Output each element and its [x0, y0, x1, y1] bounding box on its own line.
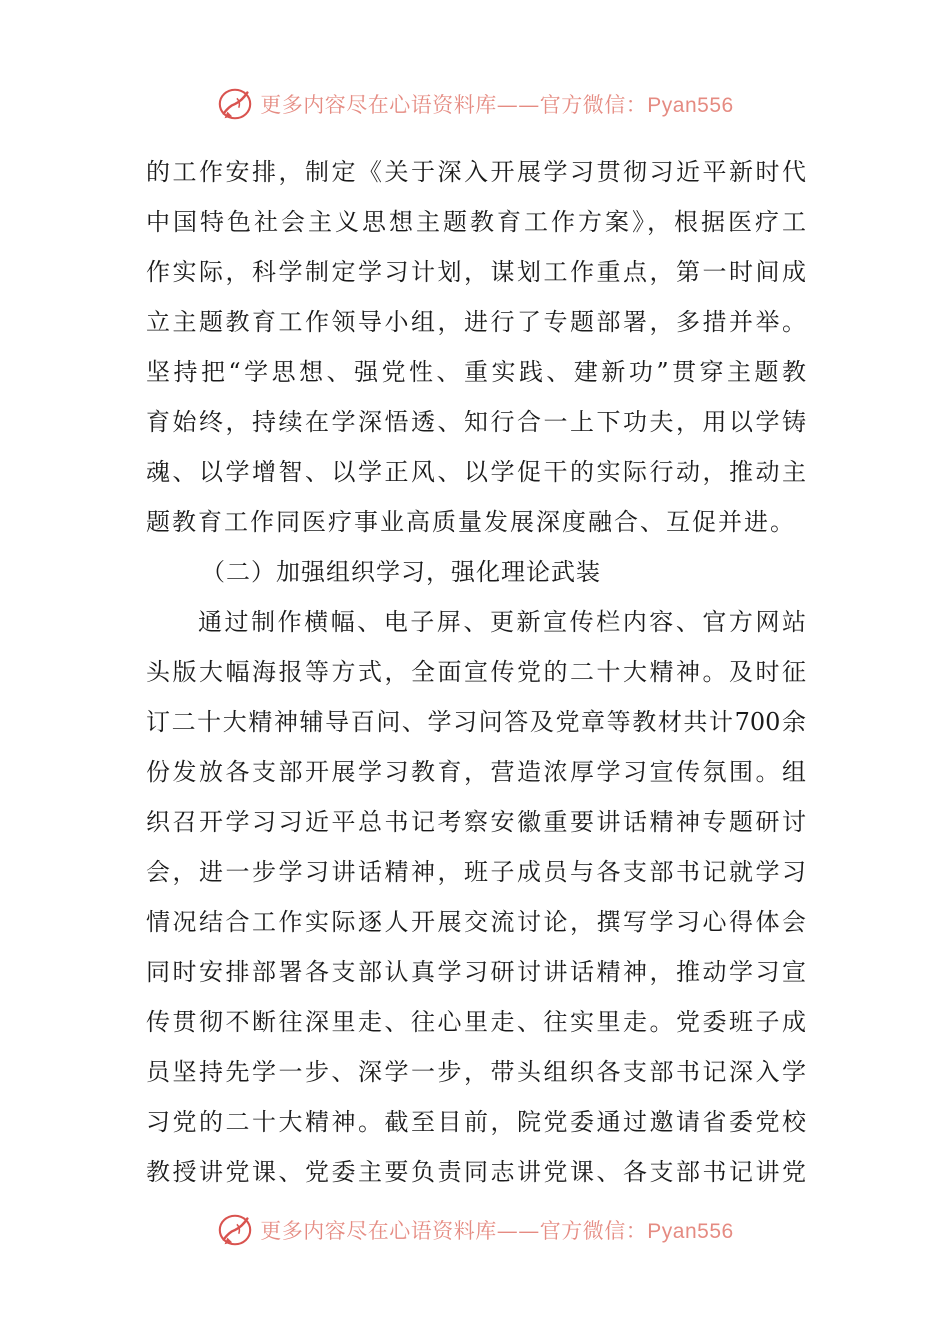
- text-line: 教授讲党课、党委主要负责同志讲党课、各支部书记讲党: [146, 1158, 806, 1186]
- text-line: 通过制作横幅、电子屏、更新宣传栏内容、官方网站: [198, 608, 806, 636]
- footer-watermark-banner: [0, 1210, 950, 1250]
- header-watermark-banner: [0, 84, 950, 124]
- text-line: 份发放各支部开展学习教育，营造浓厚学习宣传氛围。组: [146, 758, 806, 786]
- text-line: 题教育工作同医疗事业高质量发展深度融合、互促并进。: [146, 508, 796, 536]
- text-line: 习党的二十大精神。截至目前，院党委通过邀请省委党校: [146, 1108, 806, 1136]
- text-line: 立主题教育工作领导小组，进行了专题部署，多措并举。: [146, 308, 806, 336]
- text-line: 坚持把“学思想、强党性、重实践、建新功”贯穿主题教: [146, 358, 806, 386]
- text-line: 传贯彻不断往深里走、往心里走、往实里走。党委班子成: [146, 1008, 806, 1036]
- text-line: 同时安排部署各支部认真学习研讨讲话精神，推动学习宣: [146, 958, 806, 986]
- banner-wechat-id: Pyan556: [647, 1220, 734, 1243]
- banner-wechat-id: Pyan556: [647, 94, 734, 117]
- banner-text: [260, 1215, 733, 1245]
- pen-scroll-logo-icon: [216, 1211, 254, 1249]
- banner-wechat-label: 官方微信：: [539, 93, 648, 117]
- document-body: [146, 147, 806, 1197]
- text-line: 员坚持先学一步、深学一步，带头组织各支部书记深入学: [146, 1058, 806, 1086]
- text-line: 会，进一步学习讲话精神，班子成员与各支部书记就学习: [146, 858, 806, 886]
- banner-dash: ——: [496, 93, 540, 117]
- text-line: 中国特色社会主义思想主题教育工作方案》，根据医疗工: [146, 208, 806, 236]
- section-heading: （二）加强组织学习，强化理论武装: [201, 558, 601, 586]
- text-line: 情况结合工作实际逐人开展交流讨论，撰写学习心得体会: [146, 908, 806, 936]
- text-line: 订二十大精神辅导百问、学习问答及党章等教材共计700余: [146, 708, 806, 736]
- banner-text: [260, 89, 733, 119]
- banner-dash: ——: [496, 1219, 540, 1243]
- pen-scroll-logo-icon: [216, 85, 254, 123]
- banner-wechat-label: 官方微信：: [539, 1219, 648, 1243]
- text-line: 作实际，科学制定学习计划，谋划工作重点，第一时间成: [146, 258, 806, 286]
- text-line: 头版大幅海报等方式，全面宣传党的二十大精神。及时征: [146, 658, 806, 686]
- banner-main-text: 更多内容尽在心语资料库: [260, 1219, 497, 1243]
- text-line: 育始终，持续在学深悟透、知行合一上下功夫，用以学铸: [146, 408, 806, 436]
- text-line: 的工作安排，制定《关于深入开展学习贯彻习近平新时代: [146, 158, 806, 186]
- text-line: 织召开学习习近平总书记考察安徽重要讲话精神专题研讨: [146, 808, 806, 836]
- banner-main-text: 更多内容尽在心语资料库: [260, 93, 497, 117]
- text-line: 魂、以学增智、以学正风、以学促干的实际行动，推动主: [146, 458, 806, 486]
